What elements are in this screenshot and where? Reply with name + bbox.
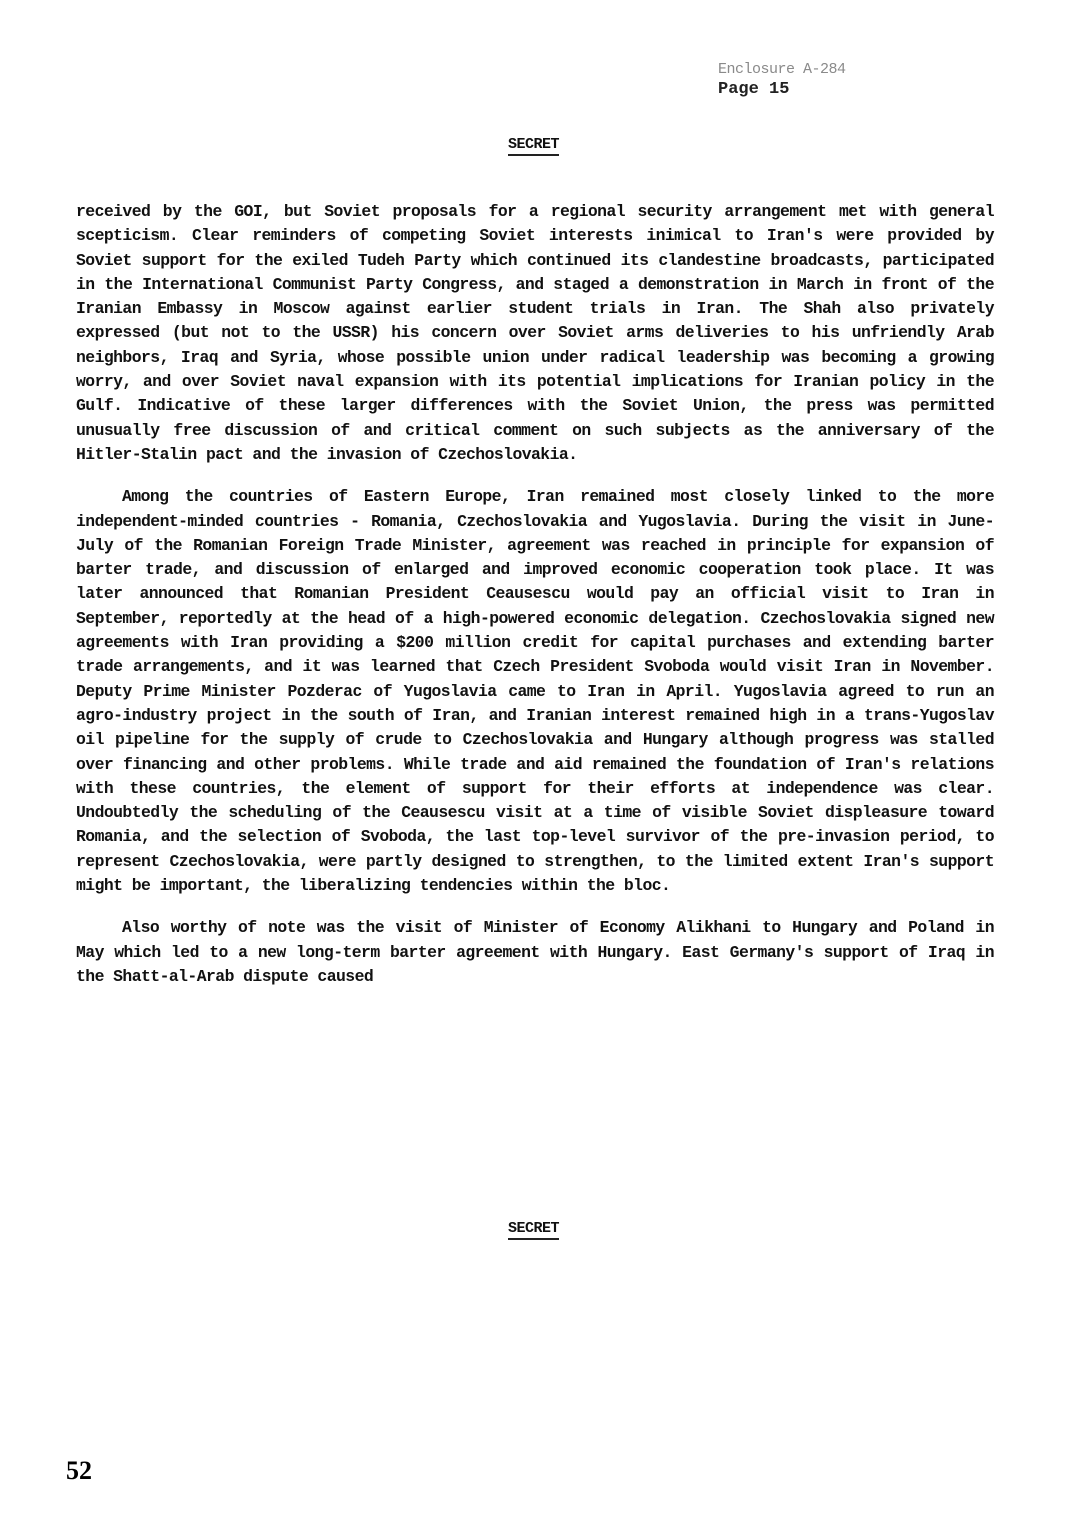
airgram-reference: Enclosure A-284 <box>718 61 846 78</box>
classification-bottom-label: SECRET <box>508 1220 559 1240</box>
paragraph-3: Also worthy of note was the visit of Minister of Economy Alikhani to Hungary and Poland in May which led to a new long-term barter agreement with Hungary. East Germany's support of Iraq in the Shatt-al-Arab dispute caused <box>76 918 994 986</box>
paragraph-2: Among the countries of Eastern Europe, Iran remained most closely linked to the more independent-minded countries - Romania, Czechoslovakia and Yugoslavia. During the visit in June-July of the Romanian Foreign Trade Minister, agreement was reached in principle for expansion of barter trade, and discussion of enlarged and improved economic cooperation took place. It was later announced that Romanian President Ceausescu would pay an official visit to Iran in September, reportedly at the head of a high-powered economic delegation. Czechoslovakia signed new agreements with Iran providing a $200 million credit for capital purchases and extending barter trade arrangements, and it was learned that Czech President Svoboda would visit Iran in November. Deputy Prime Minister Pozderac of Yugoslavia came to Iran in April. Yugoslavia agreed to run an agro-industry project in the south of Iran, and Iranian interest remained high in a trans-Yugoslav oil pipeline for the supply of crude to Czechoslovakia and Hungary although progress was stalled over financing and other problems. While trade and aid remained the foundation of Iran's relations with these countries, the element of support for their efforts at independence was clear. Undoubtedly the scheduling of the Ceausescu visit at a time of visible Soviet displeasure toward Romania, and the selection of Svoboda, the last top-level survivor of the pre-invasion period, to represent Czechoslovakia, were partly designed to strengthen, to the limited extent Iran's support might be important, the liberalizing tendencies within the bloc. <box>76 487 994 896</box>
document-reference <box>718 60 918 100</box>
classification-top-label: SECRET <box>508 136 559 156</box>
page-number: 52 <box>66 1456 92 1485</box>
page-label: Page 15 <box>718 80 790 99</box>
paragraph-1: received by the GOI, but Soviet proposals for a regional security arrangement met with general scepticism. Clear reminders of competing Soviet interests inimical to Iran's were provided by Soviet support for the exiled Tudeh Party which continued its clandestine broadcasts, participated in the International Communist Party Congress, and staged a demonstration in March in front of the Iranian Embassy in Moscow against earlier student trials in Iran. The Shah also privately expressed (but not to the USSR) his concern over Soviet arms deliveries to his unfriendly Arab neighbors, Iraq and Syria, whose possible union under radical leadership was becoming a growing worry, and over Soviet naval expansion with its potential implications for Iranian policy in the Gulf. Indicative of these larger differences with the Soviet Union, the press was permitted unusually free discussion of and critical comment on such subjects as the anniversary of the Hitler-Stalin pact and the invasion of Czechoslovakia. <box>76 202 994 464</box>
classification-top <box>0 136 1067 153</box>
classification-bottom <box>0 1220 1067 1237</box>
document-body <box>76 200 994 1007</box>
